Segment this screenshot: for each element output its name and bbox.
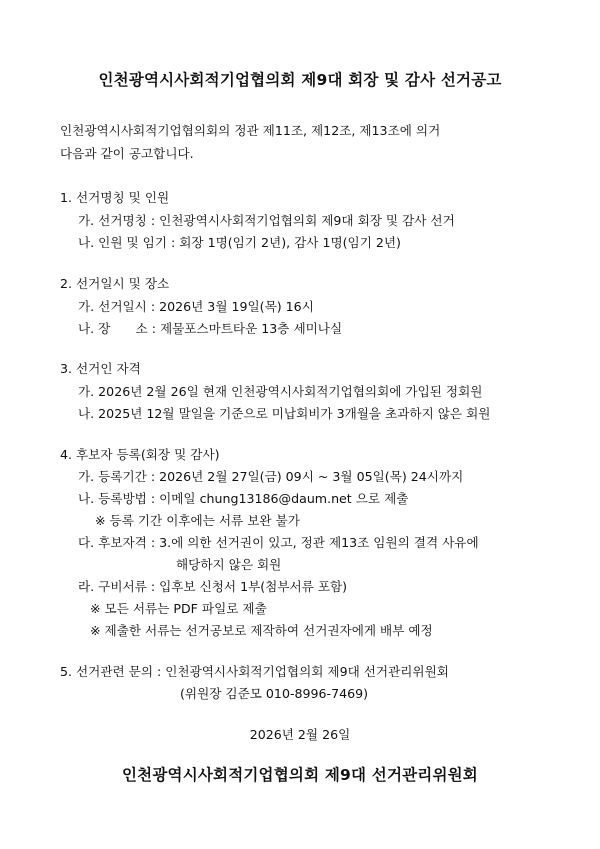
section-5-inquiry: 5. 선거관련 문의 : 인천광역시사회적기업협의회 제9대 선거관리위원회 <box>60 664 449 679</box>
section-4-item-d: 라. 구비서류 : 입후보 신청서 1부(첨부서류 포함) <box>78 579 348 594</box>
section-4-item-d-note-1: ※ 모든 서류는 PDF 파일로 제출 <box>90 601 267 616</box>
section-2-item-a: 가. 선거일시 : 2026년 3월 19일(목) 16시 <box>78 299 314 314</box>
section-3-heading: 3. 선거인 자격 <box>60 361 141 376</box>
section-1-item-a: 가. 선거명칭 : 인천광역시사회적기업협의회 제9대 회장 및 감사 선거 <box>78 213 455 228</box>
section-4-heading: 4. 후보자 등록(회장 및 감사) <box>60 447 220 462</box>
intro-line-2: 다음과 같이 공고합니다. <box>60 146 194 161</box>
notice-date: 2026년 2월 26일 <box>249 727 351 742</box>
section-4-item-d-note-2: ※ 제출한 서류는 선거공보로 제작하여 선거권자에게 배부 예정 <box>90 623 433 638</box>
section-2-heading: 2. 선거일시 및 장소 <box>60 276 170 291</box>
section-4-item-c: 다. 후보자격 : 3.에 의한 선거권이 있고, 정관 제13조 임원의 결격 사유에 <box>78 535 479 550</box>
section-4-item-b-note: ※ 등록 기간 이후에는 서류 보완 불가 <box>95 513 300 528</box>
section-4-item-c-continued: 해당하지 않은 회원 <box>176 557 282 572</box>
section-4-item-a: 가. 등록기간 : 2026년 2월 27일(금) 09시 ~ 3월 05일(목) 24시까지 <box>78 469 464 484</box>
section-4-item-b: 나. 등록방법 : 이메일 chung13186@daum.net 으로 제출 <box>78 491 409 506</box>
section-1-heading: 1. 선거명칭 및 인원 <box>60 190 170 205</box>
section-5-contact: (위원장 김준모 010-8996-7469) <box>180 686 369 701</box>
section-3-item-b: 나. 2025년 12월 말일을 기준으로 미납회비가 3개월을 초과하지 않은 회원 <box>78 406 491 421</box>
document-title: 인천광역시사회적기업협의회 제9대 회장 및 감사 선거공고 <box>98 71 502 89</box>
section-2-item-b: 나. 장 소 : 제물포스마트타운 13층 세미나실 <box>78 321 343 336</box>
section-1-item-b: 나. 인원 및 임기 : 회장 1명(임기 2년), 감사 1명(임기 2년) <box>78 235 401 250</box>
issuer-signature: 인천광역시사회적기업협의회 제9대 선거관리위원회 <box>122 766 478 784</box>
intro-line-1: 인천광역시사회적기업협의회의 정관 제11조, 제12조, 제13조에 의거 <box>60 123 441 138</box>
section-3-item-a: 가. 2026년 2월 26일 현재 인천광역시사회적기업협의회에 가입된 정회원 <box>78 384 483 399</box>
